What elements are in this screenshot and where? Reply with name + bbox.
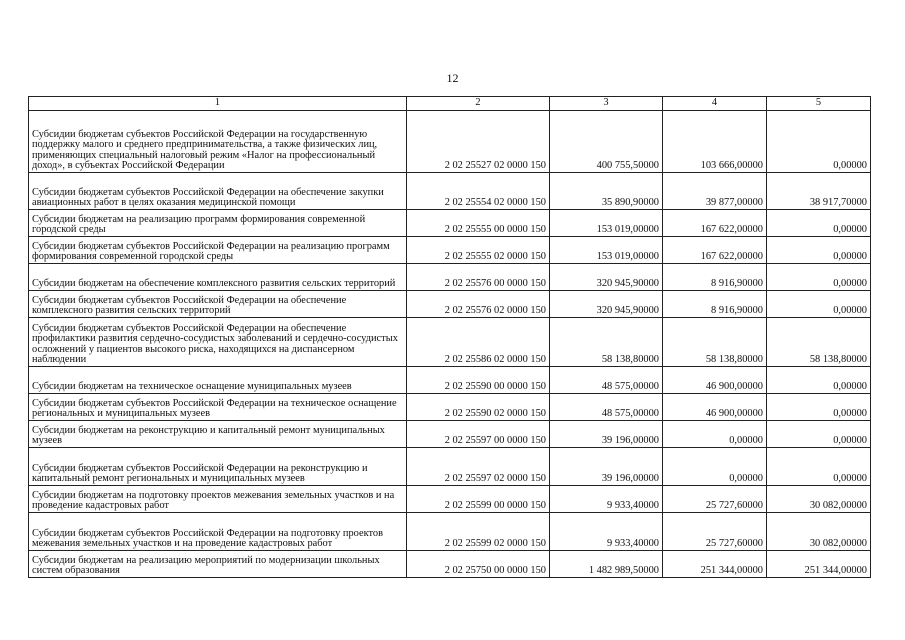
budget-code: 2 02 25576 02 0000 150 xyxy=(407,291,550,318)
budget-code: 2 02 25599 02 0000 150 xyxy=(407,513,550,551)
amount-col3: 39 196,00000 xyxy=(550,448,663,486)
amount-col4: 8 916,90000 xyxy=(663,291,767,318)
amount-col3: 39 196,00000 xyxy=(550,421,663,448)
budget-code: 2 02 25586 02 0000 150 xyxy=(407,318,550,367)
amount-col4: 167 622,00000 xyxy=(663,210,767,237)
subsidy-name: Субсидии бюджетам субъектов Российской Федерации на государственную поддержку малого и среднего предпринимательства, а также физических лиц, применяющих специальный налоговый режим «Налог на профессиональный доход», в субъектах Российской Федерации xyxy=(29,111,407,173)
column-header-3: 3 xyxy=(550,97,663,111)
amount-col5: 0,00000 xyxy=(767,291,871,318)
table-row xyxy=(29,237,871,264)
amount-col4: 251 344,00000 xyxy=(663,551,767,578)
table-row xyxy=(29,448,871,486)
subsidy-name: Субсидии бюджетам субъектов Российской Федерации на обеспечение комплексного развития сельских территорий xyxy=(29,291,407,318)
table-row xyxy=(29,513,871,551)
budget-code: 2 02 25554 02 0000 150 xyxy=(407,173,550,210)
amount-col5: 0,00000 xyxy=(767,448,871,486)
amount-col3: 48 575,00000 xyxy=(550,394,663,421)
table-row xyxy=(29,394,871,421)
subsidy-name: Субсидии бюджетам на подготовку проектов межевания земельных участков и на проведение кадастровых работ xyxy=(29,486,407,513)
header-row xyxy=(29,97,871,111)
subsidy-name: Субсидии бюджетам субъектов Российской Федерации на обеспечение профилактики развития сердечно-сосудистых заболеваний и сердечно-сосудистых осложнений у пациентов высокого риска, находящихся на диспансерном наблюдении xyxy=(29,318,407,367)
amount-col3: 9 933,40000 xyxy=(550,513,663,551)
subsidy-name: Субсидии бюджетам на обеспечение комплексного развития сельских территорий xyxy=(29,264,407,291)
amount-col4: 46 900,00000 xyxy=(663,394,767,421)
page-number: 12 xyxy=(446,71,459,85)
amount-col4: 8 916,90000 xyxy=(663,264,767,291)
budget-code: 2 02 25590 02 0000 150 xyxy=(407,394,550,421)
amount-col5: 58 138,80000 xyxy=(767,318,871,367)
budget-code: 2 02 25597 02 0000 150 xyxy=(407,448,550,486)
table-row xyxy=(29,291,871,318)
subsidy-name: Субсидии бюджетам субъектов Российской Федерации на техническое оснащение региональных и муниципальных музеев xyxy=(29,394,407,421)
column-header-5: 5 xyxy=(767,97,871,111)
amount-col3: 1 482 989,50000 xyxy=(550,551,663,578)
amount-col4: 46 900,00000 xyxy=(663,367,767,394)
subsidy-name: Субсидии бюджетам субъектов Российской Федерации на реконструкцию и капитальный ремонт региональных и муниципальных музеев xyxy=(29,448,407,486)
amount-col5: 0,00000 xyxy=(767,394,871,421)
amount-col5: 30 082,00000 xyxy=(767,486,871,513)
subsidy-name: Субсидии бюджетам на реконструкцию и капитальный ремонт муниципальных музеев xyxy=(29,421,407,448)
subsidy-name: Субсидии бюджетам на реализацию мероприятий по модернизации школьных систем образования xyxy=(29,551,407,578)
amount-col3: 153 019,00000 xyxy=(550,237,663,264)
amount-col4: 39 877,00000 xyxy=(663,173,767,210)
amount-col5: 0,00000 xyxy=(767,111,871,173)
amount-col5: 0,00000 xyxy=(767,421,871,448)
subsidy-name: Субсидии бюджетам на техническое оснащение муниципальных музеев xyxy=(29,367,407,394)
amount-col3: 153 019,00000 xyxy=(550,210,663,237)
column-header-2: 2 xyxy=(407,97,550,111)
budget-code: 2 02 25527 02 0000 150 xyxy=(407,111,550,173)
table-row xyxy=(29,318,871,367)
amount-col4: 0,00000 xyxy=(663,448,767,486)
amount-col4: 25 727,60000 xyxy=(663,486,767,513)
amount-col4: 58 138,80000 xyxy=(663,318,767,367)
amount-col5: 251 344,00000 xyxy=(767,551,871,578)
budget-code: 2 02 25599 00 0000 150 xyxy=(407,486,550,513)
amount-col3: 48 575,00000 xyxy=(550,367,663,394)
subsidy-name: Субсидии бюджетам на реализацию программ формирования современной городской среды xyxy=(29,210,407,237)
budget-code: 2 02 25555 02 0000 150 xyxy=(407,237,550,264)
subsidy-name: Субсидии бюджетам субъектов Российской Федерации на подготовку проектов межевания земельных участков и на проведение кадастровых работ xyxy=(29,513,407,551)
column-header-1: 1 xyxy=(29,97,407,111)
amount-col3: 9 933,40000 xyxy=(550,486,663,513)
amount-col3: 320 945,90000 xyxy=(550,291,663,318)
table-row xyxy=(29,486,871,513)
table-row xyxy=(29,111,871,173)
table-row xyxy=(29,264,871,291)
amount-col3: 320 945,90000 xyxy=(550,264,663,291)
table-row xyxy=(29,551,871,578)
table-row xyxy=(29,367,871,394)
budget-code: 2 02 25597 00 0000 150 xyxy=(407,421,550,448)
table-row xyxy=(29,210,871,237)
amount-col3: 58 138,80000 xyxy=(550,318,663,367)
budget-code: 2 02 25750 00 0000 150 xyxy=(407,551,550,578)
budget-code: 2 02 25555 00 0000 150 xyxy=(407,210,550,237)
budget-code: 2 02 25590 00 0000 150 xyxy=(407,367,550,394)
subsidy-name: Субсидии бюджетам субъектов Российской Федерации на обеспечение закупки авиационных работ в целях оказания медицинской помощи xyxy=(29,173,407,210)
amount-col4: 25 727,60000 xyxy=(663,513,767,551)
amount-col3: 400 755,50000 xyxy=(550,111,663,173)
amount-col4: 103 666,00000 xyxy=(663,111,767,173)
subsidy-name: Субсидии бюджетам субъектов Российской Федерации на реализацию программ формирования современной городской среды xyxy=(29,237,407,264)
amount-col5: 0,00000 xyxy=(767,367,871,394)
amount-col5: 38 917,70000 xyxy=(767,173,871,210)
amount-col4: 0,00000 xyxy=(663,421,767,448)
amount-col5: 30 082,00000 xyxy=(767,513,871,551)
amount-col3: 35 890,90000 xyxy=(550,173,663,210)
column-header-4: 4 xyxy=(663,97,767,111)
amount-col5: 0,00000 xyxy=(767,264,871,291)
amount-col5: 0,00000 xyxy=(767,210,871,237)
budget-code: 2 02 25576 00 0000 150 xyxy=(407,264,550,291)
budget-table xyxy=(28,96,871,578)
amount-col4: 167 622,00000 xyxy=(663,237,767,264)
amount-col5: 0,00000 xyxy=(767,237,871,264)
table-row xyxy=(29,173,871,210)
table-row xyxy=(29,421,871,448)
